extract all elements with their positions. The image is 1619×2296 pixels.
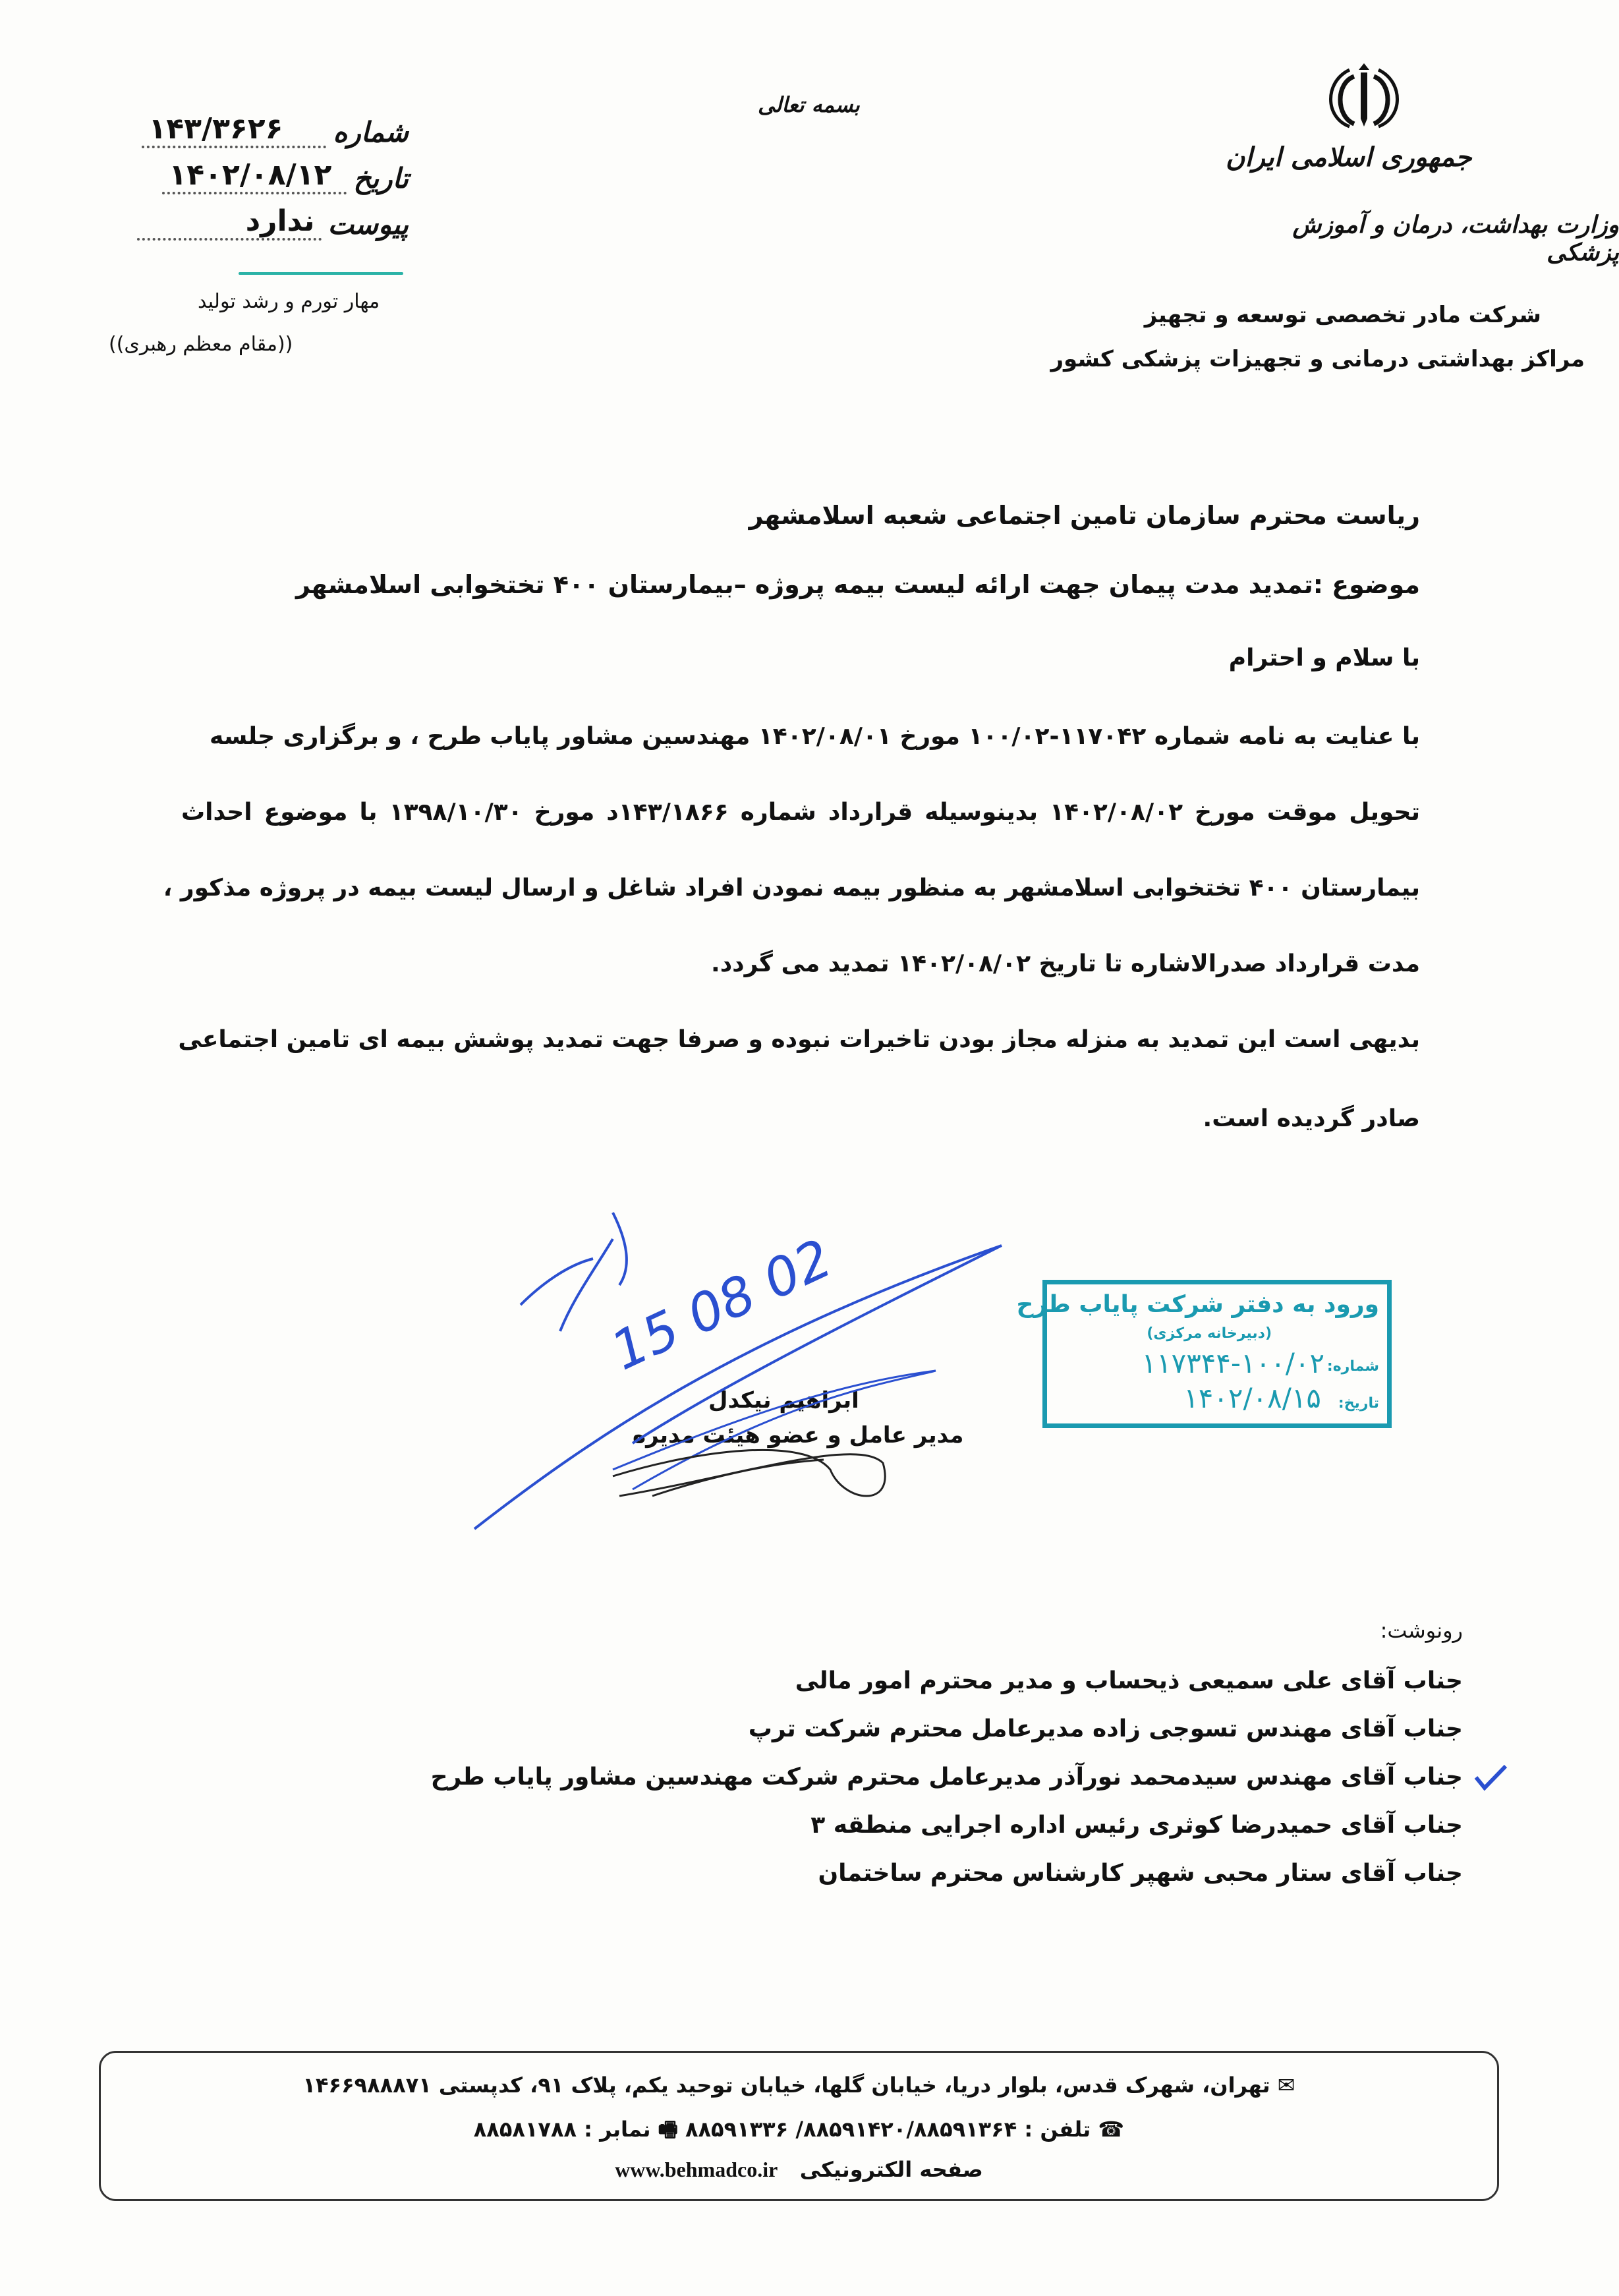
fax-label: نمابر : — [584, 2117, 651, 2142]
number-label: شماره — [333, 116, 409, 148]
received-stamp — [1016, 1280, 1392, 1428]
body-line: با عنایت به نامه شماره ۱۱۷۰۴۲-۱۰۰/۰۲ مورخ ۱۴۰۲/۰۸/۰۱ مهندسین مشاور پایاب طرح ، و برگزاری جلسه — [210, 723, 1420, 750]
stamp-title: ورود به دفتر شرکت پایاب طرح — [1016, 1291, 1379, 1318]
recipient: ریاست محترم سازمان تامین اجتماعی شعبه اسلامشهر — [749, 501, 1420, 530]
cc-label: رونوشت: — [1380, 1618, 1463, 1643]
stamp-date-value: ۱۴۰۲/۰۸/۱۵ — [1183, 1382, 1321, 1414]
divider — [239, 272, 403, 275]
cc-item: جناب آقای حمیدرضا کوثری رئیس اداره اجرایی منطقه ۳ — [810, 1812, 1463, 1839]
body-line: مدت قرارداد صدرالاشاره تا تاریخ ۱۴۰۲/۰۸/۰۲ تمدید می گردد. — [711, 950, 1420, 977]
attachment-value: ندارد — [137, 204, 322, 241]
motto: مهار تورم و رشد تولید — [198, 290, 380, 313]
company-name-line2: مراکز بهداشتی درمانی و تجهیزات پزشکی کشور — [1050, 346, 1585, 372]
phone-label: تلفن : — [1024, 2117, 1091, 2142]
stamp-subtitle: (دبیرخانه مرکزی) — [1147, 1325, 1272, 1342]
website-link[interactable]: www.behmadco.ir — [615, 2158, 778, 2181]
ministry-name: وزارت بهداشت، درمان و آموزش پزشکی — [1292, 211, 1619, 266]
country-name: جمهوری اسلامی ایران — [1226, 142, 1472, 173]
stamp-date-label: تاریخ: — [1338, 1395, 1379, 1412]
footer-phone-row — [101, 2115, 1497, 2150]
number-value: ۱۴۳/۳۶۲۶ — [142, 112, 326, 148]
cc-item: جناب آقای علی سمیعی ذیحساب و مدیر محترم امور مالی — [795, 1667, 1463, 1694]
date-value: ۱۴۰۲/۰۸/۱۲ — [162, 158, 347, 194]
footer-address: تهران، شهرک قدس، بلوار دریا، خیابان گلها، خیابان توحید یکم، پلاک ۹۱، کدپستی ۱۴۶۶۹۸۸۸۷۱ — [302, 2073, 1270, 2098]
iran-emblem-logo — [1324, 58, 1404, 130]
company-name-line1: شرکت مادر تخصصی توسعه و تجهیز — [1144, 302, 1541, 328]
phone-icon: ☎ — [1091, 2117, 1125, 2142]
cc-item: جناب آقای مهندس سیدمحمد نورآذر مدیرعامل محترم شرکت مهندسین مشاور پایاب طرح — [430, 1764, 1463, 1791]
fax-value: ۸۸۵۸۱۷۸۸ — [473, 2117, 577, 2142]
handwritten-signature — [461, 1186, 1054, 1549]
body-line: بیمارستان ۴۰۰ تختخوابی اسلامشهر به منظور بیمه نمودن افراد شاغل و ارسال لیست بیمه در پروژه مذکور ، — [163, 875, 1420, 902]
stamp-number-label: شماره: — [1326, 1358, 1379, 1375]
phone-value: ۸۸۵۹۱۴۲۰/۸۸۵۹۱۳۶۴/ ۸۸۵۹۱۳۳۶ — [685, 2117, 1017, 2142]
stamp-number-value: ۱۱۷۳۴۴-۱۰۰/۰۲ — [1141, 1347, 1324, 1379]
body-line: بدیهی است این تمدید به منزله مجاز بودن تاخیرات نبوده و صرفا جهت تمدید پوشش بیمه ای تامین اجتماعی — [178, 1026, 1420, 1053]
checkmark-icon — [1473, 1763, 1509, 1793]
footer-web-row — [101, 2157, 1497, 2182]
envelope-icon: ✉ — [1270, 2073, 1295, 2098]
web-label: صفحه الکترونیکی — [799, 2157, 983, 2182]
greeting: با سلام و احترام — [1228, 645, 1420, 672]
basmala: بسمه تعالی — [758, 92, 860, 117]
attachment-label: پیوست — [327, 208, 409, 241]
handwritten-date: 15 08 02 — [602, 1227, 841, 1383]
footer-address-row — [101, 2073, 1497, 2098]
cc-item: جناب آقای مهندس تسوجی زاده مدیرعامل محترم شرکت ترپ — [748, 1715, 1463, 1742]
signatory-name: ابراهیم نیکدل — [708, 1387, 859, 1414]
body-line: صادر گردیده است. — [1203, 1105, 1420, 1132]
fax-icon: 🖷 — [650, 2117, 678, 2142]
motto-source: ((مقام معظم رهبری)) — [109, 333, 293, 356]
footer-contact-box — [99, 2051, 1499, 2201]
body-line: تحویل موقت مورخ ۱۴۰۲/۰۸/۰۲ بدینوسیله قرارداد شماره ۱۴۳/۱۸۶۶د مورخ ۱۳۹۸/۱۰/۳۰ با موضوع احداث — [181, 799, 1420, 826]
subject: موضوع :تمدید مدت پیمان جهت ارائه لیست بیمه پروژه –بیمارستان ۴۰۰ تختخوابی اسلامشهر — [296, 570, 1420, 599]
date-label: تاریخ — [353, 162, 409, 194]
signatory-title: مدیر عامل و عضو هیئت مدیره — [633, 1422, 964, 1449]
cc-item: جناب آقای ستار محبی شهپر کارشناس محترم ساختمان — [818, 1860, 1463, 1887]
